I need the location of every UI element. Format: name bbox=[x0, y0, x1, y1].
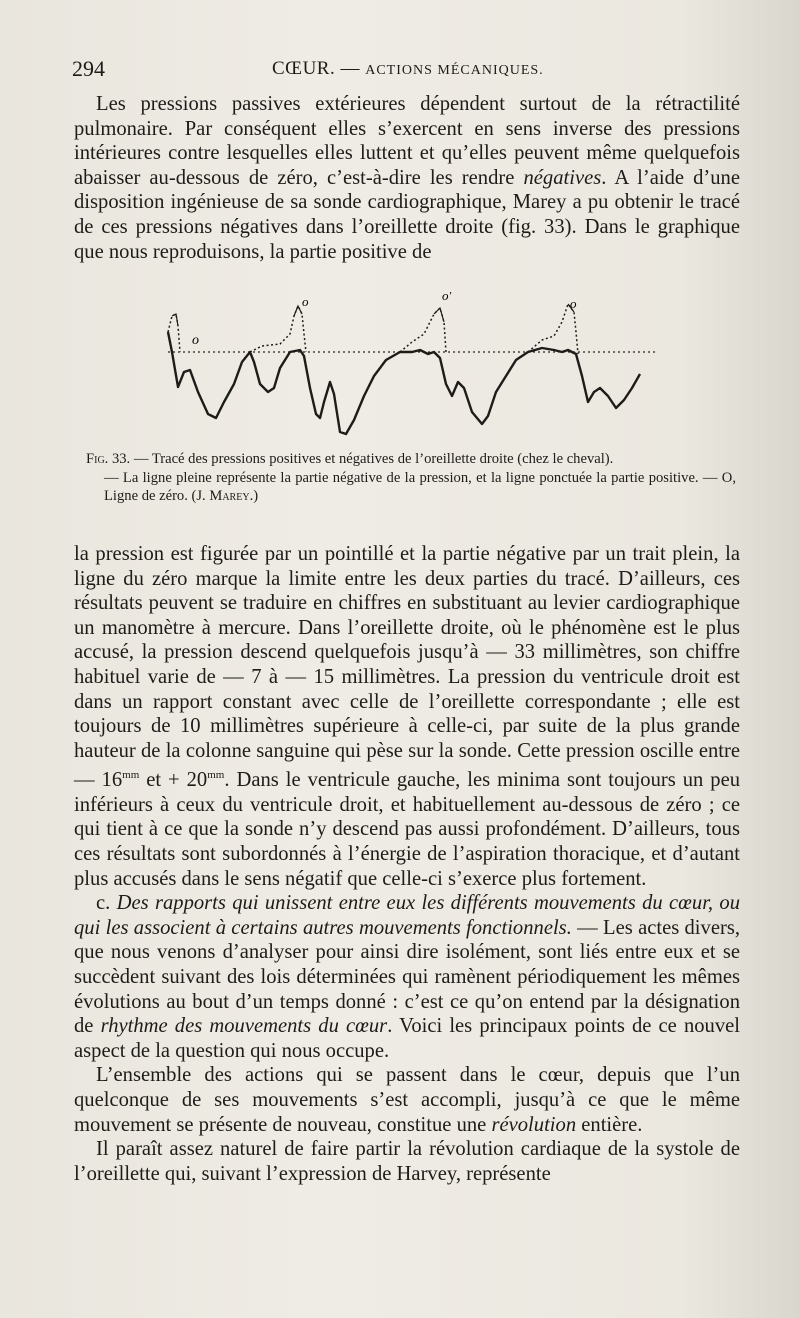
caption-author: Marey bbox=[209, 488, 250, 505]
paragraph-rétractilité bbox=[74, 92, 740, 264]
zero-label-3: o' bbox=[442, 292, 452, 303]
para1-text2: . A l’aide d’une disposition ingénieuse de sa sonde cardiographique, Marey a pu obtenir le tracé de ces pressions négatives dans l’oreillette droite (fig. 33). Dans le graphique que nous reproduisons, la partie positive de bbox=[74, 166, 740, 263]
para4-emph: révolution bbox=[491, 1113, 577, 1136]
running-head-sub: ACTIONS MÉCANIQUES. bbox=[365, 63, 544, 78]
para3-text: — Les actes divers, que nous venons d’analyser pour ainsi dire isolément, sont liés entre eux et se succèdent suivant des lois déterminées qui ramènent périodiquement les mêmes évolutions au bout d’un temps donné : c’est ce qu’on entend par la désignation de bbox=[74, 916, 740, 1038]
para2-s1: la pression est figurée par un pointillé et la partie négative par un trait plein, la ligne du zéro marque la limite entre les deux parties du tracé. D’ailleurs, ces résultats peuvent se traduire en chiffres en substituant au levier cardiographique un manomètre à mercure. Dans l’oreillette droite, où le phénomène est le plus accusé, la pression descend quelquefois jusqu’à — 33 millimètres, son chiffre habituel varie de — 7 à — 15 millimètres. La pression du ventricule droit est dans un rapport constant avec celle de l’oreillette correspondante ; elle est toujours de 10 millimètres supérieure à celle-ci, par suite de la plus grande hauteur de la colonne sanguine qui pèse sur la sonde. Cette pression oscille entre — 16 bbox=[74, 543, 740, 792]
para4-text: L’ensemble des actions qui se passent dans le cœur, depuis que l’un quelconque de ses mouvements s’est accompli, jusqu’à ce que le même mouvement se présente de nouveau, constitue une bbox=[74, 1064, 740, 1136]
para3-lead: c. bbox=[96, 892, 117, 915]
running-head bbox=[272, 58, 544, 80]
negative-pressure-trace bbox=[168, 332, 640, 434]
body-text bbox=[74, 542, 740, 1186]
paragraph-revolution bbox=[74, 1063, 740, 1137]
page-header bbox=[72, 56, 740, 88]
unit-mm-2: mm bbox=[207, 769, 225, 782]
para2-s2: et + 20 bbox=[139, 769, 208, 792]
positive-peak-outline bbox=[172, 304, 574, 326]
unit-mm-1: mm bbox=[122, 769, 140, 782]
para4-text2: entière. bbox=[576, 1113, 643, 1136]
caption-line2: — La ligne pleine représente la partie négative de la pression, et la ligne ponctuée la partie positive. — O, Ligne de zéro. (J. bbox=[104, 469, 736, 505]
figure-caption bbox=[86, 450, 736, 506]
para1-emph: négatives bbox=[523, 166, 602, 189]
para1-text: Les pressions passives extérieures dépendent surtout de la rétractilité pulmonaire. Par conséquent elles s’exercent en sens inverse des pressions intérieures contre lesquelles elles luttent et qu’elles peuvent même quelquefois abaisser au-dessous de zéro, c’est-à-dire les rendre bbox=[74, 93, 740, 189]
paragraph-systole bbox=[74, 1137, 740, 1186]
figure-33-pressure-trace bbox=[150, 292, 670, 444]
para5-text: Il paraît assez naturel de faire partir la révolution cardiaque de la systole de l’oreillette qui, suivant l’expression de Harvey, représente bbox=[74, 1138, 740, 1185]
caption-line2-wrap bbox=[86, 469, 736, 506]
para3-text2: . Voici les principaux points de ce nouvel aspect de la question qui nous occupe. bbox=[74, 1015, 740, 1062]
paragraph-rapports bbox=[74, 891, 740, 1063]
para3-emph1: Des rapports qui unissent entre eux les différents mouvements du cœur, ou qui les associent à certains autres mouvements fonctionnels. bbox=[74, 892, 740, 939]
zero-label-2: o bbox=[302, 294, 309, 309]
para3-emph2: rhythme des mouvements du cœur bbox=[100, 1015, 388, 1038]
caption-label: Fig. 33. bbox=[86, 451, 131, 467]
caption-end: .) bbox=[249, 488, 259, 505]
caption-line1: — Tracé des pressions positives et négatives de l’oreillette droite (chez le cheval). bbox=[130, 451, 614, 467]
page-number: 294 bbox=[72, 56, 105, 81]
para2-s3: . Dans le ventricule gauche, les minima sont toujours un peu inférieurs à ceux du ventricule droit, et habituellement au-dessous de zéro ; ce qui tient à ce que la sonde n’y descend pas aussi profondément. D’ailleurs, tous ces résultats sont subordonnés à l’énergie de l’aspiration thoracique, et d’autant plus accusés dans le sens négatif que celle-ci s’exerce plus fortement. bbox=[74, 769, 741, 890]
zero-label-4: o bbox=[570, 296, 577, 311]
paragraph-pressions bbox=[74, 542, 740, 891]
positive-pressure-trace bbox=[168, 304, 578, 354]
running-head-main: CŒUR. — bbox=[272, 58, 360, 79]
zero-label-1: o bbox=[192, 333, 199, 348]
